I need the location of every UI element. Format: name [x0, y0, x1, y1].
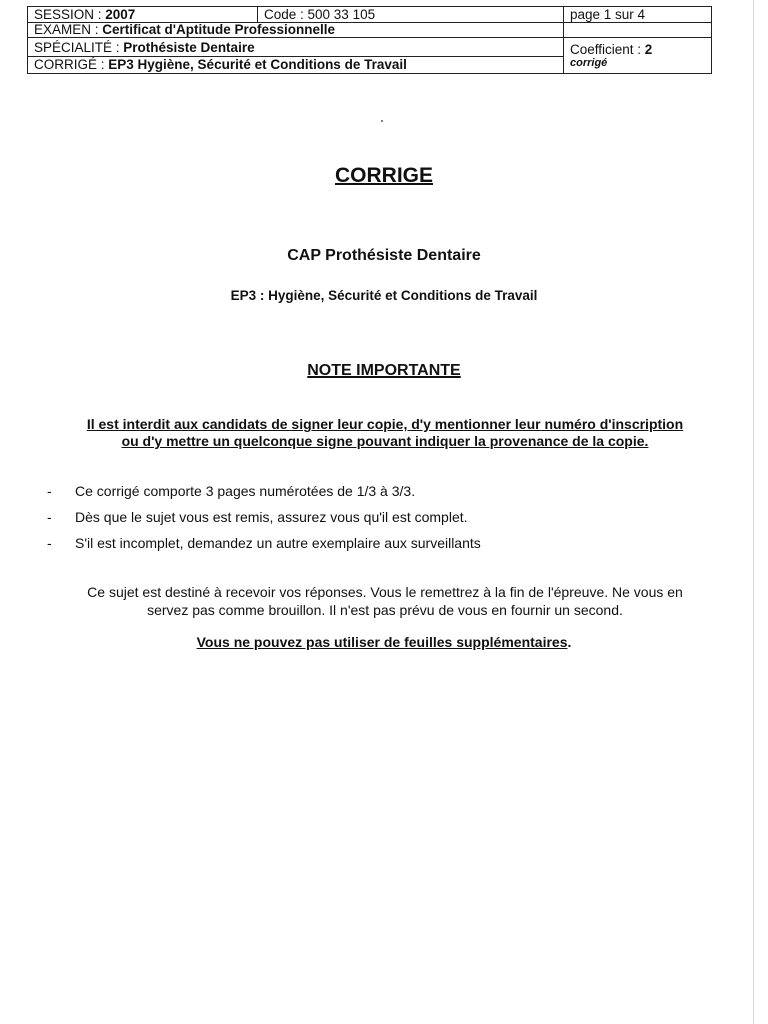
- paragraph-line-2: servez pas comme brouillon. Il n'est pas prévu de vous en fournir un second.: [147, 602, 623, 618]
- corrige-note: corrigé: [570, 57, 608, 69]
- corrige-line: [28, 56, 563, 73]
- bullet-marker: -: [47, 509, 52, 525]
- header-row-specialite: [28, 38, 712, 74]
- specialite-label: SPÉCIALITÉ :: [34, 39, 124, 55]
- final-note-period: .: [567, 634, 572, 650]
- coefficient-value: 2: [644, 42, 653, 57]
- page-number: page 1 sur 4: [564, 7, 712, 23]
- final-note-text: Vous ne pouvez pas utiliser de feuilles supplémentaires: [196, 634, 568, 650]
- warning-line-2: ou d'y mettre un quelconque signe pouvant indiquer la provenance de la copie.: [121, 433, 649, 449]
- specialite-line: [34, 40, 557, 56]
- instructions-paragraph: [30, 583, 740, 619]
- examen-label: EXAMEN :: [34, 22, 103, 37]
- specialite-corrige-cell: [28, 38, 564, 74]
- instructions-list: [47, 482, 481, 560]
- header-row-session: [28, 7, 712, 23]
- list-item-text: S'il est incomplet, demandez un autre exemplaire aux surveillants: [75, 535, 481, 551]
- note-title: NOTE IMPORTANTE: [307, 362, 461, 379]
- header-table: [27, 6, 712, 74]
- bullet-marker: -: [47, 483, 52, 499]
- specialite-value: Prothésiste Dentaire: [123, 39, 255, 55]
- list-item: [47, 508, 481, 534]
- examen-cell: [28, 23, 564, 38]
- list-item: [47, 534, 481, 560]
- bullet-marker: -: [47, 535, 52, 551]
- scan-speck: [381, 120, 383, 122]
- subtitle: CAP Prothésiste Dentaire: [287, 247, 481, 264]
- warning-line-1: Il est interdit aux candidats de signer leur copie, d'y mentionner leur numéro d'inscription: [86, 416, 684, 432]
- paragraph-line-1: Ce sujet est destiné à recevoir vos réponses. Vous le remettrez à la fin de l'épreuve. Ne vous en: [87, 584, 683, 600]
- page-title: CORRIGE: [334, 164, 433, 187]
- empty-cell: [564, 23, 712, 38]
- final-note: [0, 634, 768, 650]
- coefficient-cell: [564, 38, 712, 74]
- scan-edge-line: [753, 0, 754, 1024]
- corrige-value: EP3 Hygiène, Sécurité et Conditions de Travail: [108, 56, 407, 72]
- session-value: 2007: [105, 6, 136, 22]
- corrige-label: CORRIGÉ :: [34, 56, 109, 72]
- examen-value: Certificat d'Aptitude Professionnelle: [102, 22, 336, 37]
- session-cell: [28, 7, 258, 23]
- list-item-text: Ce corrigé comporte 3 pages numérotées de 1/3 à 3/3.: [75, 483, 416, 499]
- list-item-text: Dès que le sujet vous est remis, assurez vous qu'il est complet.: [75, 509, 468, 525]
- code-cell: Code : 500 33 105: [258, 7, 564, 23]
- list-item: [47, 482, 481, 508]
- warning-text: [30, 416, 740, 450]
- coefficient-line: [570, 42, 705, 57]
- header-row-examen: [28, 23, 712, 38]
- epreuve-title: EP3 : Hygiène, Sécurité et Conditions de Travail: [230, 288, 538, 303]
- session-label: SESSION :: [34, 6, 106, 22]
- coefficient-label: Coefficient :: [570, 42, 645, 57]
